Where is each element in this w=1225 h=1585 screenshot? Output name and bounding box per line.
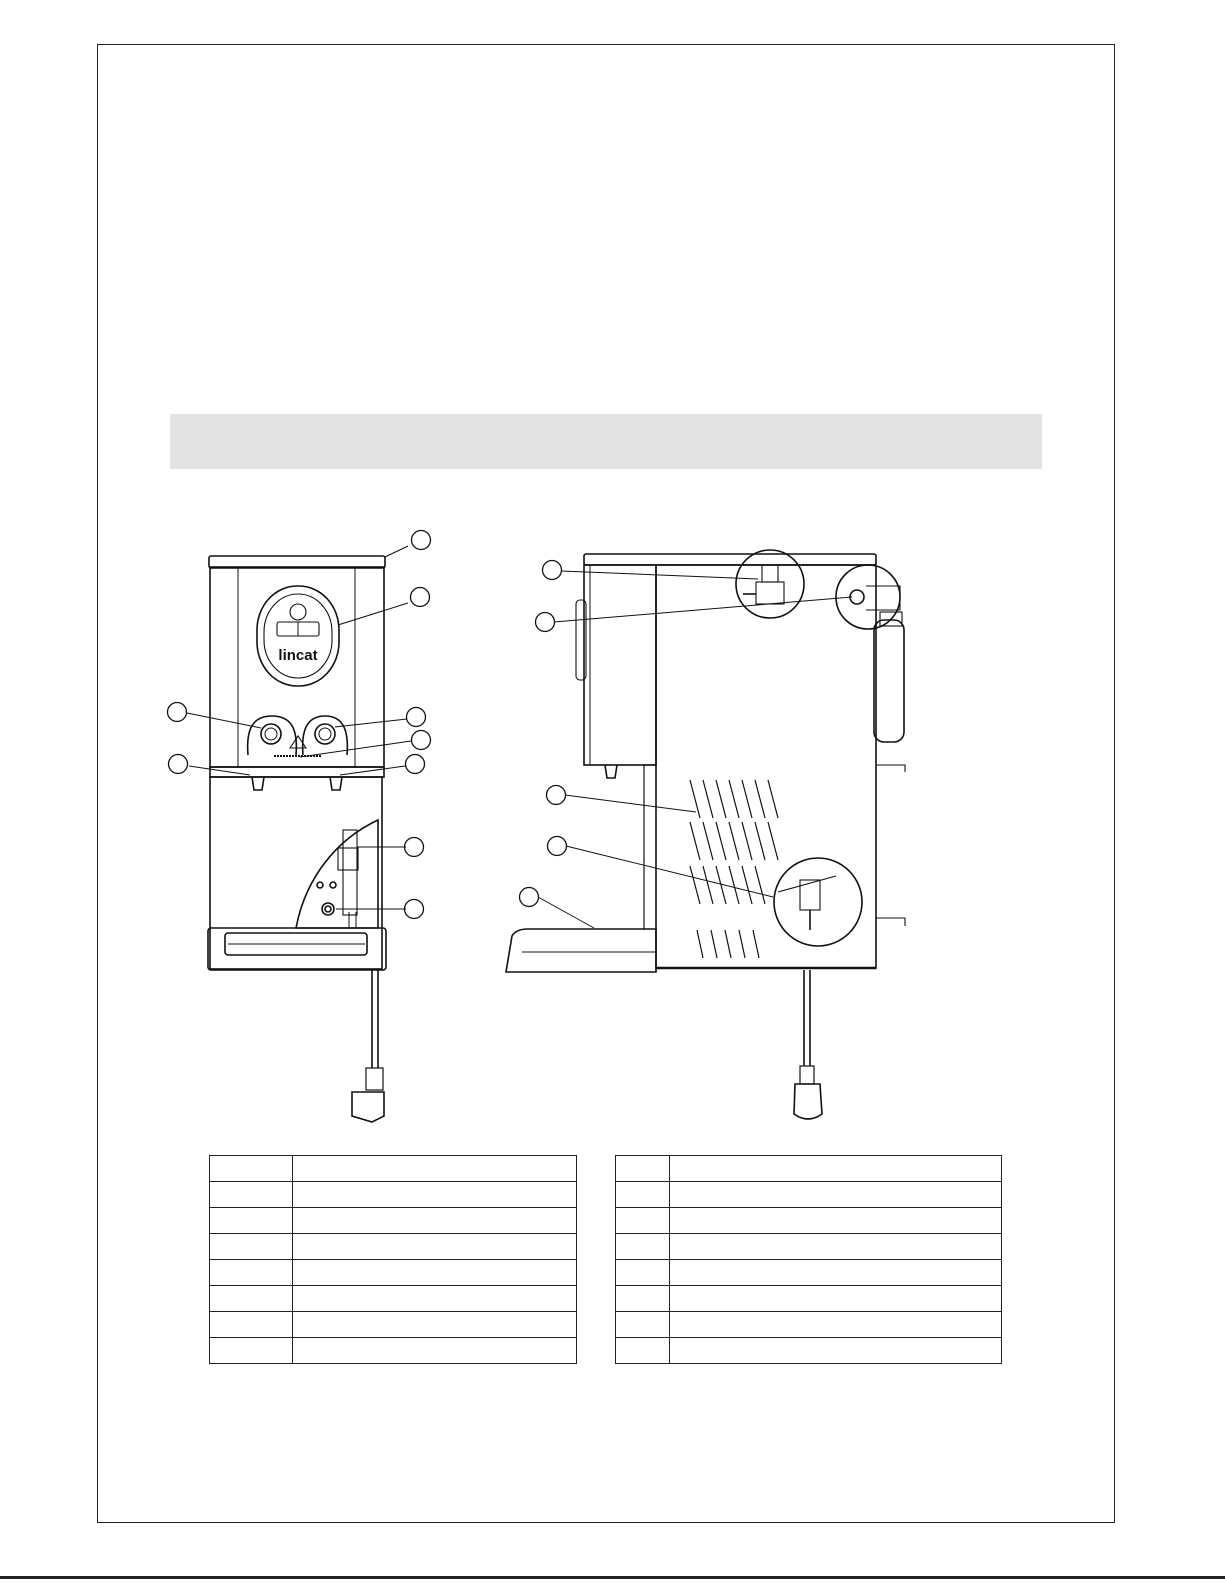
part-number-cell (616, 1156, 670, 1182)
part-number-cell (210, 1312, 293, 1338)
push-button-left (248, 716, 297, 755)
part-description-cell (293, 1182, 577, 1208)
parts-table-right (615, 1155, 1002, 1364)
callout-front-8 (405, 838, 424, 857)
part-number-cell (210, 1208, 293, 1234)
front-cutaway (296, 820, 378, 928)
part-description-cell (670, 1338, 1002, 1364)
table-row (616, 1338, 1002, 1364)
part-number-cell (210, 1338, 293, 1364)
part-description-cell (670, 1312, 1002, 1338)
callout-front-7 (406, 755, 425, 774)
callout-circles (168, 531, 567, 919)
callout-side-4 (548, 837, 567, 856)
part-description-cell (293, 1286, 577, 1312)
part-description-cell (293, 1156, 577, 1182)
part-number-cell (616, 1286, 670, 1312)
part-description-cell (670, 1234, 1002, 1260)
bottom-rule (0, 1576, 1225, 1579)
table-row (210, 1260, 577, 1286)
control-panel-oval (257, 586, 339, 686)
part-number-cell (210, 1234, 293, 1260)
callout-front-3 (168, 703, 187, 722)
callout-side-2 (536, 613, 555, 632)
callout-side-1 (543, 561, 562, 580)
table-row (210, 1156, 577, 1182)
side-drip-tray (506, 929, 656, 972)
water-filter (874, 612, 904, 742)
callout-side-3 (547, 786, 566, 805)
table-row (616, 1286, 1002, 1312)
push-button-right (303, 716, 348, 755)
part-number-cell (616, 1260, 670, 1286)
table-row (210, 1338, 577, 1364)
brand-logo: lincat (278, 647, 318, 664)
callout-front-2 (411, 588, 430, 607)
part-number-cell (210, 1260, 293, 1286)
part-number-cell (616, 1338, 670, 1364)
part-number-cell (616, 1234, 670, 1260)
part-number-cell (210, 1156, 293, 1182)
part-number-cell (210, 1182, 293, 1208)
part-number-cell (616, 1312, 670, 1338)
front-view (187, 546, 411, 1122)
table-row (210, 1208, 577, 1234)
table-row (616, 1208, 1002, 1234)
part-number-cell (616, 1208, 670, 1234)
callout-front-4 (407, 708, 426, 727)
part-description-cell (293, 1234, 577, 1260)
table-row (616, 1156, 1002, 1182)
part-description-cell (293, 1208, 577, 1234)
callout-front-1 (412, 531, 431, 550)
table-row (210, 1312, 577, 1338)
part-description-cell (293, 1260, 577, 1286)
detail-inlet (836, 565, 900, 629)
part-number-cell (210, 1286, 293, 1312)
table-row (616, 1312, 1002, 1338)
detail-valve-top (736, 550, 804, 618)
power-cable-front (352, 970, 384, 1122)
power-cable-side (794, 970, 822, 1119)
table-row (616, 1260, 1002, 1286)
part-description-cell (670, 1182, 1002, 1208)
parts-table-left (209, 1155, 577, 1364)
part-description-cell (670, 1156, 1002, 1182)
table-row (616, 1234, 1002, 1260)
part-description-cell (670, 1260, 1002, 1286)
drip-tray (208, 928, 386, 970)
part-description-cell (670, 1286, 1002, 1312)
table-row (616, 1182, 1002, 1208)
side-view (506, 550, 905, 1119)
part-description-cell (293, 1338, 577, 1364)
part-number-cell (616, 1182, 670, 1208)
callout-side-5 (520, 888, 539, 907)
table-row (210, 1286, 577, 1312)
table-row (210, 1182, 577, 1208)
callout-front-9 (405, 900, 424, 919)
part-description-cell (670, 1208, 1002, 1234)
callout-front-5 (412, 731, 431, 750)
detail-bottom-valve (774, 858, 862, 946)
table-row (210, 1234, 577, 1260)
vent-grille (690, 780, 778, 958)
part-description-cell (293, 1312, 577, 1338)
callout-front-6 (169, 755, 188, 774)
